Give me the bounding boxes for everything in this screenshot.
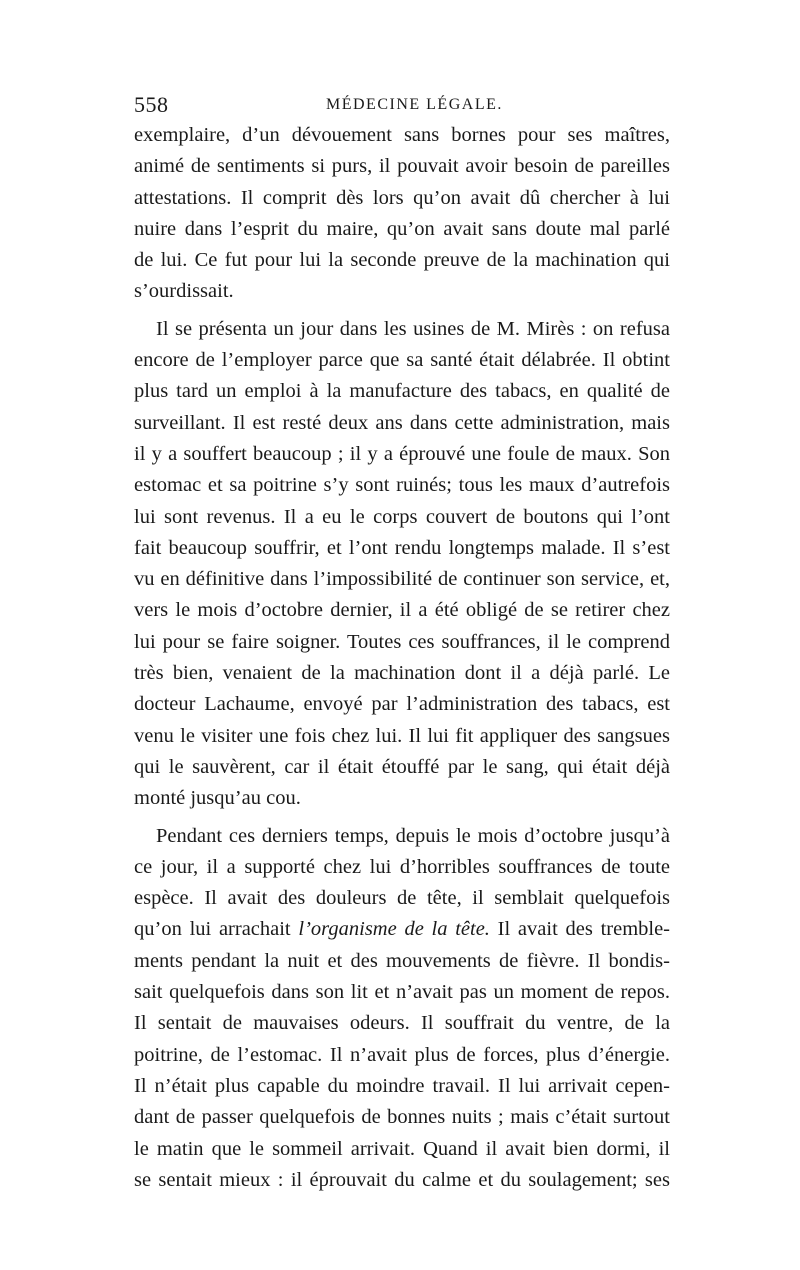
text-line: ments pendant la nuit et des mouvements de fièvre. Il bondis- (134, 949, 670, 972)
text-line: exemplaire, d’un dévouement sans bornes pour ses maîtres, (134, 124, 670, 146)
text-line: qui le sauvèrent, car il était étouffé par le sang, qui était déjà (134, 755, 670, 778)
text-line: venu le visiter une fois chez lui. Il lui fit appliquer des sangsues (134, 724, 670, 747)
text-line: monté jusqu’au cou. (134, 787, 301, 810)
italic-phrase: l’organisme de la tête. (298, 918, 490, 941)
text-line: Pendant ces derniers temps, depuis le mois d’octobre jusqu’à (156, 824, 670, 847)
text-line: vers le mois d’octobre dernier, il a été obligé de se retirer chez (134, 599, 670, 622)
paragraph-3 (134, 821, 670, 1197)
text-line: le matin que le sommeil arrivait. Quand il avait bien dormi, il (134, 1137, 670, 1160)
text-run: qu’on lui arrachait (134, 918, 291, 941)
text-line: poitrine, de l’estomac. Il n’avait plus de forces, plus d’énergie. (134, 1043, 670, 1066)
text-line: nuire dans l’esprit du maire, qu’on avait sans doute mal parlé (134, 217, 670, 240)
text-line: animé de sentiments si purs, il pouvait avoir besoin de pareilles (134, 155, 670, 178)
body-text (134, 120, 670, 1196)
text-line: espèce. Il avait des douleurs de tête, il semblait quelquefois (134, 887, 670, 910)
text-line: Il sentait de mauvaises odeurs. Il souffrait du ventre, de la (134, 1012, 670, 1035)
text-line: docteur Lachaume, envoyé par l’administration des tabacs, est (134, 693, 670, 716)
text-line: s’ourdissait. (134, 280, 234, 303)
text-line: estomac et sa poitrine s’y sont ruinés; tous les maux d’autrefois (134, 474, 670, 497)
running-title: MÉDECINE LÉGALE. (326, 96, 503, 113)
text-line: sait quelquefois dans son lit et n’avait pas un moment de repos. (134, 981, 670, 1004)
paragraph-1 (134, 120, 670, 308)
text-line: plus tard un emploi à la manufacture des tabacs, en qualité de (134, 380, 670, 403)
text-line: fait beaucoup souffrir, et l’ont rendu longtemps malade. Il s’est (134, 536, 670, 559)
page-number: 558 (134, 92, 169, 117)
text-line: Il n’était plus capable du moindre travail. Il lui arrivait cepen- (134, 1074, 670, 1097)
running-header (134, 92, 670, 122)
text-line: se sentait mieux : il éprouvait du calme et du soulagement; ses (134, 1168, 670, 1191)
text-line-mixed (134, 914, 670, 945)
text-line: très bien, venaient de la machination dont il a déjà parlé. Le (134, 662, 670, 685)
text-line: Il se présenta un jour dans les usines de M. Mirès : on refusa (156, 317, 670, 340)
text-run: Il avait des tremble- (489, 918, 670, 941)
text-line: attestations. Il comprit dès lors qu’on avait dû chercher à lui (134, 186, 670, 209)
text-line: il y a souffert beaucoup ; il y a éprouvé une foule de maux. Son (134, 442, 670, 465)
text-line: dant de passer quelquefois de bonnes nuits ; mais c’était surtout (134, 1106, 670, 1129)
text-line: ce jour, il a supporté chez lui d’horribles souffrances de toute (134, 855, 670, 878)
text-line: lui pour se faire soigner. Toutes ces souffrances, il le comprend (134, 630, 670, 653)
text-line: vu en définitive dans l’impossibilité de continuer son service, et, (134, 568, 670, 591)
text-line: lui sont revenus. Il a eu le corps couvert de boutons qui l’ont (134, 505, 670, 528)
text-line: de lui. Ce fut pour lui la seconde preuve de la machination qui (134, 249, 670, 272)
text-line: encore de l’employer parce que sa santé était délabrée. Il obtint (134, 349, 670, 372)
paragraph-2 (134, 314, 670, 815)
text-line: surveillant. Il est resté deux ans dans cette administration, mais (134, 411, 670, 434)
